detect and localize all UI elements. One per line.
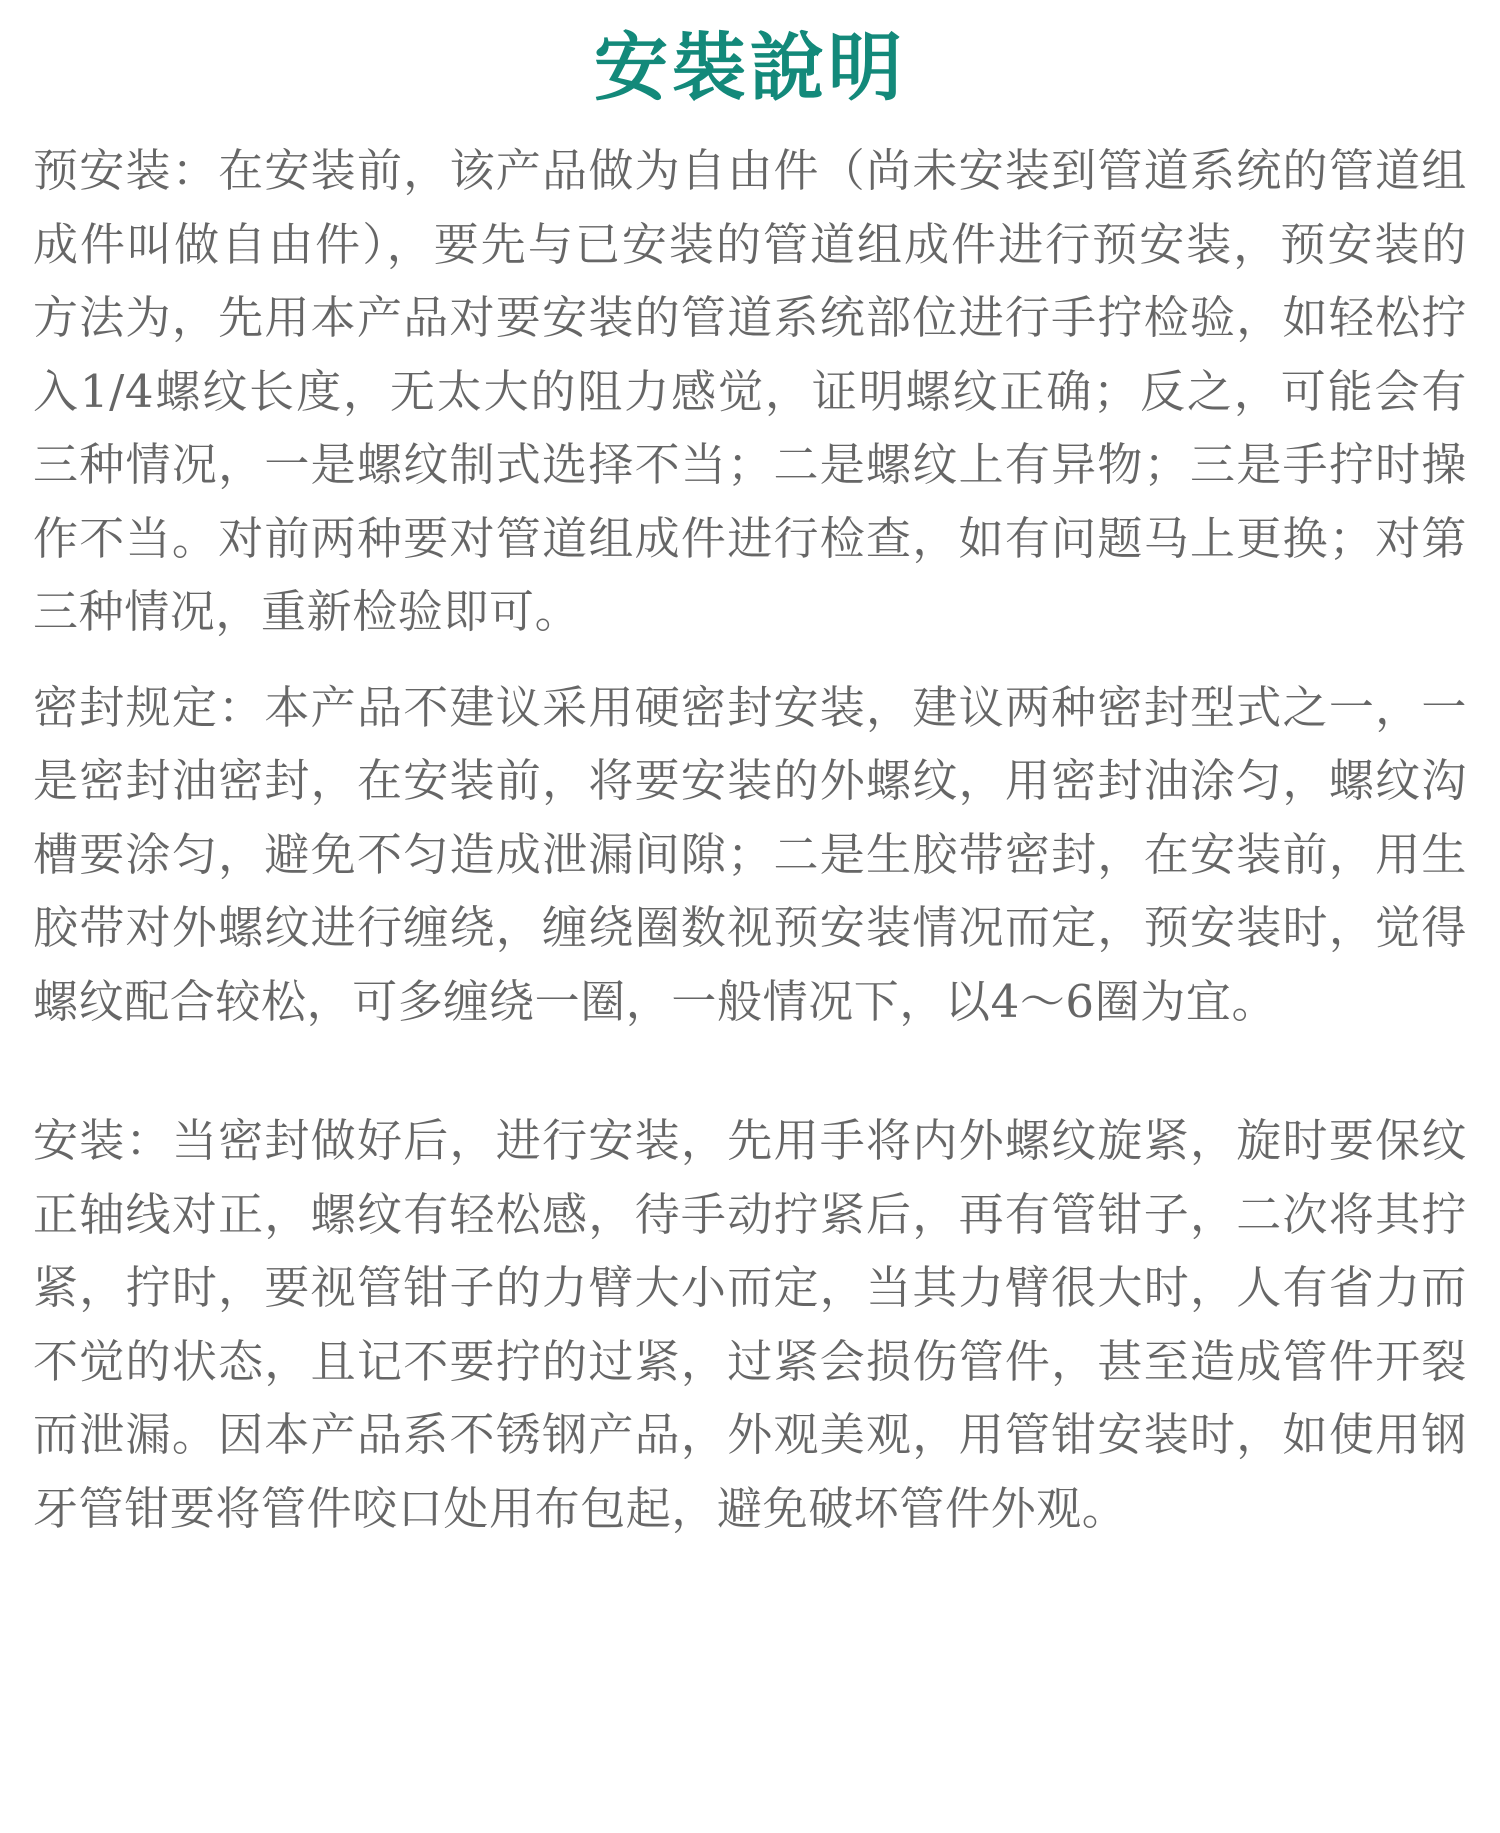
- page-title: 安裝說明: [594, 25, 906, 111]
- sealing-rules-paragraph: 密封规定：本产品不建议采用硬密封安装，建议两种密封型式之一，一是密封油密封，在安装前，将要安装的外螺纹，用密封油涂匀，螺纹沟槽要涂匀，避免不匀造成泄漏间隙；二是生胶带密封，在安装前，用生胶带对外螺纹进行缠绕，缠绕圈数视预安装情况而定，预安装时，觉得螺纹配合较松，可多缠绕一圈，一般情况下，以4～6圈为宜。: [33, 680, 1467, 1028]
- installation-paragraph: 安装：当密封做好后，进行安装，先用手将内外螺纹旋紧，旋时要保纹正轴线对正，螺纹有轻松感，待手动拧紧后，再有管钳子，二次将其拧紧，拧时，要视管钳子的力臂大小而定，当其力臂很大时，人有省力而不觉的状态，且记不要拧的过紧，过紧会损伤管件，甚至造成管件开裂而泄漏。因本产品系不锈钢产品，外观美观，用管钳安装时，如使用钢牙管钳要将管件咬口处用布包起，避免破坏管件外观。: [33, 1114, 1467, 1535]
- pre-installation-paragraph: 预安装：在安装前，该产品做为自由件（尚未安装到管道系统的管道组成件叫做自由件），要先与已安装的管道组成件进行预安装，预安装的方法为，先用本产品对要安装的管道系统部位进行手拧检验，如轻松拧入1/4螺纹长度，无太大的阻力感觉，证明螺纹正确；反之，可能会有三种情况，一是螺纹制式选择不当；二是螺纹上有异物；三是手拧时操作不当。对前两种要对管道组成件进行检查，如有问题马上更换；对第三种情况，重新检验即可。: [33, 144, 1467, 638]
